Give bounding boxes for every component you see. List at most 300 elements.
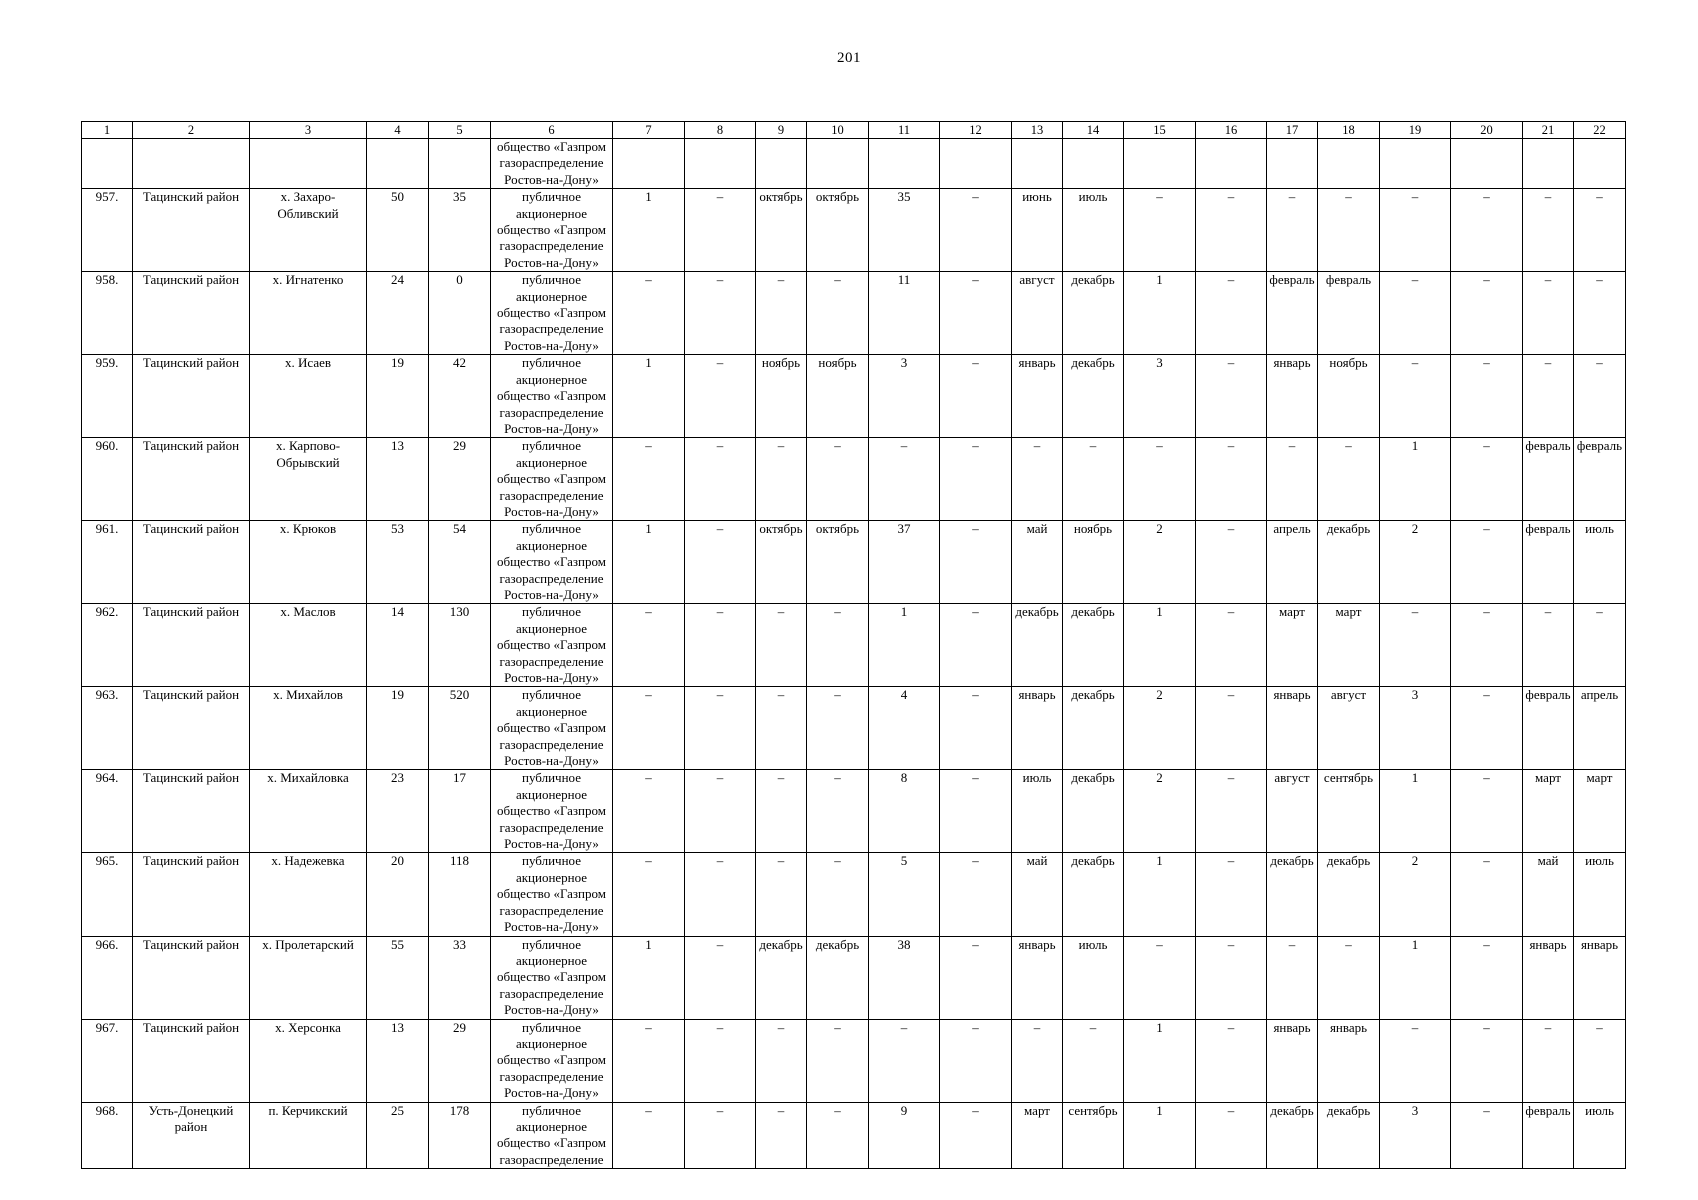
cell-col-3: х. Херсонка (250, 1019, 367, 1102)
cell-col-14: декабрь (1063, 770, 1124, 853)
cell-col-15: 1 (1124, 1019, 1196, 1102)
cell-col-2 (133, 139, 250, 189)
cell-col-21: февраль (1523, 521, 1574, 604)
cell-col-13: июль (1012, 770, 1063, 853)
cell-col-11: 8 (869, 770, 940, 853)
cell-col-12: – (940, 272, 1012, 355)
cell-col-17: 17 (1267, 122, 1318, 139)
cell-col-18: декабрь (1318, 521, 1380, 604)
cell-col-22: март (1574, 770, 1626, 853)
cell-col-8: 8 (685, 122, 756, 139)
cell-col-4: 55 (367, 936, 429, 1019)
cell-col-18: – (1318, 936, 1380, 1019)
cell-col-10: – (807, 604, 869, 687)
table-body (82, 122, 1626, 1169)
cell-col-17: март (1267, 604, 1318, 687)
cell-col-7: – (613, 853, 685, 936)
cell-col-1: 957. (82, 189, 133, 272)
cell-col-11: 9 (869, 1102, 940, 1169)
cell-col-5: 0 (429, 272, 491, 355)
cell-col-11: – (869, 438, 940, 521)
cell-col-8: – (685, 438, 756, 521)
cell-col-6: публичное акционерное общество «Газпром газораспределение Ростов-на-Дону» (491, 521, 613, 604)
cell-col-22 (1574, 139, 1626, 189)
table-row (82, 687, 1626, 770)
cell-col-17: декабрь (1267, 853, 1318, 936)
cell-col-16: – (1196, 687, 1267, 770)
cell-col-5: 17 (429, 770, 491, 853)
cell-col-14: декабрь (1063, 604, 1124, 687)
cell-col-12: – (940, 1019, 1012, 1102)
cell-col-21: февраль (1523, 1102, 1574, 1169)
cell-col-15: 3 (1124, 355, 1196, 438)
cell-col-13: – (1012, 1019, 1063, 1102)
cell-col-16 (1196, 139, 1267, 189)
cell-col-14: 14 (1063, 122, 1124, 139)
cell-col-10: – (807, 1102, 869, 1169)
cell-col-12: – (940, 1102, 1012, 1169)
cell-col-20: – (1451, 687, 1523, 770)
cell-col-18: – (1318, 438, 1380, 521)
cell-col-10: октябрь (807, 189, 869, 272)
cell-col-21: февраль (1523, 438, 1574, 521)
cell-col-9: – (756, 272, 807, 355)
cell-col-3: х. Игнатенко (250, 272, 367, 355)
cell-col-19: – (1380, 355, 1451, 438)
cell-col-10: – (807, 272, 869, 355)
cell-col-1: 962. (82, 604, 133, 687)
cell-col-1: 961. (82, 521, 133, 604)
cell-col-11: 35 (869, 189, 940, 272)
cell-col-11: 11 (869, 272, 940, 355)
cell-col-5: 35 (429, 189, 491, 272)
cell-col-7: – (613, 438, 685, 521)
table-row (82, 1019, 1626, 1102)
cell-col-7: – (613, 604, 685, 687)
cell-col-17: январь (1267, 687, 1318, 770)
cell-col-17: апрель (1267, 521, 1318, 604)
cell-col-13: декабрь (1012, 604, 1063, 687)
continuation-row (82, 139, 1626, 189)
cell-col-7: 1 (613, 189, 685, 272)
cell-col-2: Тацинский район (133, 189, 250, 272)
table-row (82, 438, 1626, 521)
cell-col-6: общество «Газпром газораспределение Ростов-на-Дону» (491, 139, 613, 189)
cell-col-4: 50 (367, 189, 429, 272)
cell-col-20: – (1451, 1102, 1523, 1169)
cell-col-14: ноябрь (1063, 521, 1124, 604)
cell-col-10: октябрь (807, 521, 869, 604)
cell-col-16: – (1196, 1102, 1267, 1169)
cell-col-11: 1 (869, 604, 940, 687)
cell-col-3: х. Надежевка (250, 853, 367, 936)
cell-col-1 (82, 139, 133, 189)
cell-col-8: – (685, 272, 756, 355)
cell-col-21: 21 (1523, 122, 1574, 139)
cell-col-14: декабрь (1063, 853, 1124, 936)
cell-col-2: Тацинский район (133, 272, 250, 355)
cell-col-12: – (940, 936, 1012, 1019)
cell-col-4: 23 (367, 770, 429, 853)
cell-col-13: январь (1012, 936, 1063, 1019)
cell-col-1: 958. (82, 272, 133, 355)
cell-col-19: – (1380, 272, 1451, 355)
table-row (82, 189, 1626, 272)
cell-col-17: декабрь (1267, 1102, 1318, 1169)
cell-col-3: х. Маслов (250, 604, 367, 687)
cell-col-20: – (1451, 936, 1523, 1019)
cell-col-18: 18 (1318, 122, 1380, 139)
cell-col-6: публичное акционерное общество «Газпром газораспределение Ростов-на-Дону» (491, 1019, 613, 1102)
cell-col-13: январь (1012, 355, 1063, 438)
cell-col-8: – (685, 936, 756, 1019)
cell-col-4 (367, 139, 429, 189)
cell-col-10: – (807, 770, 869, 853)
cell-col-2: Тацинский район (133, 355, 250, 438)
cell-col-11: 5 (869, 853, 940, 936)
cell-col-3: х. Исаев (250, 355, 367, 438)
cell-col-22: – (1574, 604, 1626, 687)
cell-col-4: 19 (367, 355, 429, 438)
cell-col-12: – (940, 438, 1012, 521)
cell-col-13: август (1012, 272, 1063, 355)
cell-col-17: февраль (1267, 272, 1318, 355)
cell-col-6: публичное акционерное общество «Газпром газораспределение Ростов-на-Дону» (491, 936, 613, 1019)
cell-col-7: – (613, 687, 685, 770)
cell-col-20 (1451, 139, 1523, 189)
cell-col-20: – (1451, 355, 1523, 438)
cell-col-12: – (940, 687, 1012, 770)
cell-col-19: 19 (1380, 122, 1451, 139)
cell-col-13: май (1012, 853, 1063, 936)
cell-col-17: январь (1267, 355, 1318, 438)
cell-col-9: – (756, 687, 807, 770)
cell-col-6: публичное акционерное общество «Газпром газораспределение Ростов-на-Дону» (491, 770, 613, 853)
cell-col-13: 13 (1012, 122, 1063, 139)
cell-col-2: 2 (133, 122, 250, 139)
cell-col-2: Тацинский район (133, 521, 250, 604)
cell-col-20: – (1451, 521, 1523, 604)
cell-col-5: 42 (429, 355, 491, 438)
cell-col-13 (1012, 139, 1063, 189)
cell-col-18: ноябрь (1318, 355, 1380, 438)
cell-col-22: – (1574, 272, 1626, 355)
cell-col-5: 5 (429, 122, 491, 139)
cell-col-22: – (1574, 189, 1626, 272)
table-row (82, 604, 1626, 687)
cell-col-15: 15 (1124, 122, 1196, 139)
cell-col-11: 11 (869, 122, 940, 139)
cell-col-10: – (807, 438, 869, 521)
cell-col-3: п. Керчикский (250, 1102, 367, 1169)
cell-col-8: – (685, 604, 756, 687)
cell-col-18: – (1318, 189, 1380, 272)
cell-col-8 (685, 139, 756, 189)
cell-col-6: публичное акционерное общество «Газпром газораспределение Ростов-на-Дону» (491, 355, 613, 438)
cell-col-21: – (1523, 272, 1574, 355)
cell-col-19: 3 (1380, 687, 1451, 770)
cell-col-18: декабрь (1318, 1102, 1380, 1169)
cell-col-2: Тацинский район (133, 770, 250, 853)
table-row (82, 770, 1626, 853)
cell-col-5: 520 (429, 687, 491, 770)
cell-col-5: 29 (429, 438, 491, 521)
cell-col-19: – (1380, 1019, 1451, 1102)
cell-col-13: июнь (1012, 189, 1063, 272)
cell-col-6: 6 (491, 122, 613, 139)
cell-col-10: – (807, 853, 869, 936)
cell-col-7: – (613, 272, 685, 355)
cell-col-19 (1380, 139, 1451, 189)
cell-col-5: 130 (429, 604, 491, 687)
cell-col-11 (869, 139, 940, 189)
cell-col-5: 33 (429, 936, 491, 1019)
cell-col-21: февраль (1523, 687, 1574, 770)
cell-col-9: – (756, 853, 807, 936)
cell-col-21: – (1523, 1019, 1574, 1102)
cell-col-7: 1 (613, 521, 685, 604)
cell-col-15: – (1124, 936, 1196, 1019)
cell-col-7 (613, 139, 685, 189)
cell-col-12: – (940, 521, 1012, 604)
cell-col-16: – (1196, 1019, 1267, 1102)
cell-col-15: 1 (1124, 853, 1196, 936)
cell-col-21: – (1523, 604, 1574, 687)
cell-col-9: – (756, 770, 807, 853)
cell-col-7: – (613, 770, 685, 853)
table-row (82, 1102, 1626, 1169)
cell-col-14: декабрь (1063, 272, 1124, 355)
cell-col-15: – (1124, 189, 1196, 272)
cell-col-9: октябрь (756, 189, 807, 272)
cell-col-16: – (1196, 604, 1267, 687)
cell-col-1: 1 (82, 122, 133, 139)
cell-col-14: – (1063, 1019, 1124, 1102)
cell-col-22: – (1574, 1019, 1626, 1102)
cell-col-19: – (1380, 189, 1451, 272)
cell-col-12: – (940, 355, 1012, 438)
cell-col-20: 20 (1451, 122, 1523, 139)
cell-col-22: январь (1574, 936, 1626, 1019)
header-row (82, 122, 1626, 139)
cell-col-11: 4 (869, 687, 940, 770)
cell-col-6: публичное акционерное общество «Газпром газораспределение Ростов-на-Дону» (491, 853, 613, 936)
cell-col-20: – (1451, 770, 1523, 853)
cell-col-19: 3 (1380, 1102, 1451, 1169)
cell-col-14: – (1063, 438, 1124, 521)
cell-col-22: июль (1574, 853, 1626, 936)
cell-col-14: декабрь (1063, 355, 1124, 438)
cell-col-15 (1124, 139, 1196, 189)
cell-col-15: 2 (1124, 687, 1196, 770)
cell-col-8: – (685, 189, 756, 272)
cell-col-20: – (1451, 604, 1523, 687)
cell-col-1: 963. (82, 687, 133, 770)
cell-col-18: февраль (1318, 272, 1380, 355)
cell-col-10: – (807, 687, 869, 770)
cell-col-6: публичное акционерное общество «Газпром газораспределение Ростов-на-Дону» (491, 687, 613, 770)
cell-col-16: – (1196, 936, 1267, 1019)
cell-col-19: 2 (1380, 521, 1451, 604)
cell-col-8: – (685, 521, 756, 604)
cell-col-8: – (685, 770, 756, 853)
cell-col-17: – (1267, 936, 1318, 1019)
cell-col-7: – (613, 1019, 685, 1102)
cell-col-14: июль (1063, 189, 1124, 272)
cell-col-9: декабрь (756, 936, 807, 1019)
cell-col-11: 37 (869, 521, 940, 604)
cell-col-22: февраль (1574, 438, 1626, 521)
cell-col-10: ноябрь (807, 355, 869, 438)
cell-col-6: публичное акционерное общество «Газпром газораспределение Ростов-на-Дону» (491, 272, 613, 355)
cell-col-13: – (1012, 438, 1063, 521)
cell-col-1: 966. (82, 936, 133, 1019)
cell-col-14 (1063, 139, 1124, 189)
cell-col-7: 7 (613, 122, 685, 139)
cell-col-4: 25 (367, 1102, 429, 1169)
cell-col-12 (940, 139, 1012, 189)
cell-col-16: – (1196, 521, 1267, 604)
cell-col-16: – (1196, 355, 1267, 438)
cell-col-4: 14 (367, 604, 429, 687)
cell-col-14: декабрь (1063, 687, 1124, 770)
cell-col-21: март (1523, 770, 1574, 853)
cell-col-2: Усть-Донецкий район (133, 1102, 250, 1169)
cell-col-1: 964. (82, 770, 133, 853)
cell-col-2: Тацинский район (133, 438, 250, 521)
cell-col-8: – (685, 1019, 756, 1102)
cell-col-4: 20 (367, 853, 429, 936)
table-row (82, 853, 1626, 936)
cell-col-11: – (869, 1019, 940, 1102)
cell-col-11: 3 (869, 355, 940, 438)
cell-col-16: 16 (1196, 122, 1267, 139)
cell-col-2: Тацинский район (133, 936, 250, 1019)
cell-col-11: 38 (869, 936, 940, 1019)
cell-col-7: 1 (613, 355, 685, 438)
cell-col-5 (429, 139, 491, 189)
cell-col-1: 968. (82, 1102, 133, 1169)
cell-col-17: – (1267, 189, 1318, 272)
cell-col-13: январь (1012, 687, 1063, 770)
cell-col-15: 2 (1124, 521, 1196, 604)
cell-col-8: – (685, 853, 756, 936)
cell-col-1: 960. (82, 438, 133, 521)
cell-col-15: 1 (1124, 1102, 1196, 1169)
cell-col-1: 967. (82, 1019, 133, 1102)
cell-col-18: январь (1318, 1019, 1380, 1102)
cell-col-6: публичное акционерное общество «Газпром газораспределение (491, 1102, 613, 1169)
cell-col-4: 4 (367, 122, 429, 139)
cell-col-2: Тацинский район (133, 853, 250, 936)
cell-col-3: 3 (250, 122, 367, 139)
cell-col-17: – (1267, 438, 1318, 521)
cell-col-10 (807, 139, 869, 189)
cell-col-12: 12 (940, 122, 1012, 139)
cell-col-3: х. Карпово-Обрывский (250, 438, 367, 521)
cell-col-3: х. Пролетарский (250, 936, 367, 1019)
cell-col-21: январь (1523, 936, 1574, 1019)
cell-col-12: – (940, 770, 1012, 853)
cell-col-9 (756, 139, 807, 189)
cell-col-17 (1267, 139, 1318, 189)
cell-col-21: май (1523, 853, 1574, 936)
cell-col-22: апрель (1574, 687, 1626, 770)
cell-col-18: сентябрь (1318, 770, 1380, 853)
cell-col-4: 53 (367, 521, 429, 604)
cell-col-1: 965. (82, 853, 133, 936)
cell-col-3 (250, 139, 367, 189)
cell-col-22: 22 (1574, 122, 1626, 139)
cell-col-15: 2 (1124, 770, 1196, 853)
cell-col-12: – (940, 604, 1012, 687)
cell-col-18: август (1318, 687, 1380, 770)
cell-col-20: – (1451, 189, 1523, 272)
cell-col-19: 1 (1380, 438, 1451, 521)
cell-col-18 (1318, 139, 1380, 189)
cell-col-8: – (685, 355, 756, 438)
cell-col-4: 13 (367, 1019, 429, 1102)
cell-col-9: октябрь (756, 521, 807, 604)
cell-col-10: 10 (807, 122, 869, 139)
cell-col-20: – (1451, 438, 1523, 521)
cell-col-5: 29 (429, 1019, 491, 1102)
cell-col-16: – (1196, 272, 1267, 355)
cell-col-18: март (1318, 604, 1380, 687)
cell-col-16: – (1196, 853, 1267, 936)
cell-col-5: 54 (429, 521, 491, 604)
table-row (82, 355, 1626, 438)
cell-col-16: – (1196, 189, 1267, 272)
cell-col-3: х. Михайлов (250, 687, 367, 770)
cell-col-19: 2 (1380, 853, 1451, 936)
cell-col-1: 959. (82, 355, 133, 438)
cell-col-10: декабрь (807, 936, 869, 1019)
cell-col-9: ноябрь (756, 355, 807, 438)
cell-col-15: 1 (1124, 604, 1196, 687)
cell-col-9: – (756, 604, 807, 687)
cell-col-12: – (940, 853, 1012, 936)
cell-col-3: х. Захаро-Обливский (250, 189, 367, 272)
cell-col-10: – (807, 1019, 869, 1102)
cell-col-2: Тацинский район (133, 687, 250, 770)
cell-col-14: июль (1063, 936, 1124, 1019)
cell-col-2: Тацинский район (133, 604, 250, 687)
cell-col-16: – (1196, 438, 1267, 521)
cell-col-22: июль (1574, 521, 1626, 604)
page-number: 201 (837, 50, 861, 66)
cell-col-9: 9 (756, 122, 807, 139)
cell-col-6: публичное акционерное общество «Газпром газораспределение Ростов-на-Дону» (491, 189, 613, 272)
cell-col-13: март (1012, 1102, 1063, 1169)
cell-col-8: – (685, 1102, 756, 1169)
cell-col-18: декабрь (1318, 853, 1380, 936)
table-row (82, 936, 1626, 1019)
cell-col-5: 178 (429, 1102, 491, 1169)
cell-col-15: – (1124, 438, 1196, 521)
cell-col-13: май (1012, 521, 1063, 604)
cell-col-9: – (756, 438, 807, 521)
cell-col-9: – (756, 1102, 807, 1169)
cell-col-9: – (756, 1019, 807, 1102)
cell-col-17: август (1267, 770, 1318, 853)
cell-col-4: 24 (367, 272, 429, 355)
cell-col-8: – (685, 687, 756, 770)
cell-col-3: х. Михайловка (250, 770, 367, 853)
cell-col-2: Тацинский район (133, 1019, 250, 1102)
cell-col-16: – (1196, 770, 1267, 853)
cell-col-21: – (1523, 189, 1574, 272)
